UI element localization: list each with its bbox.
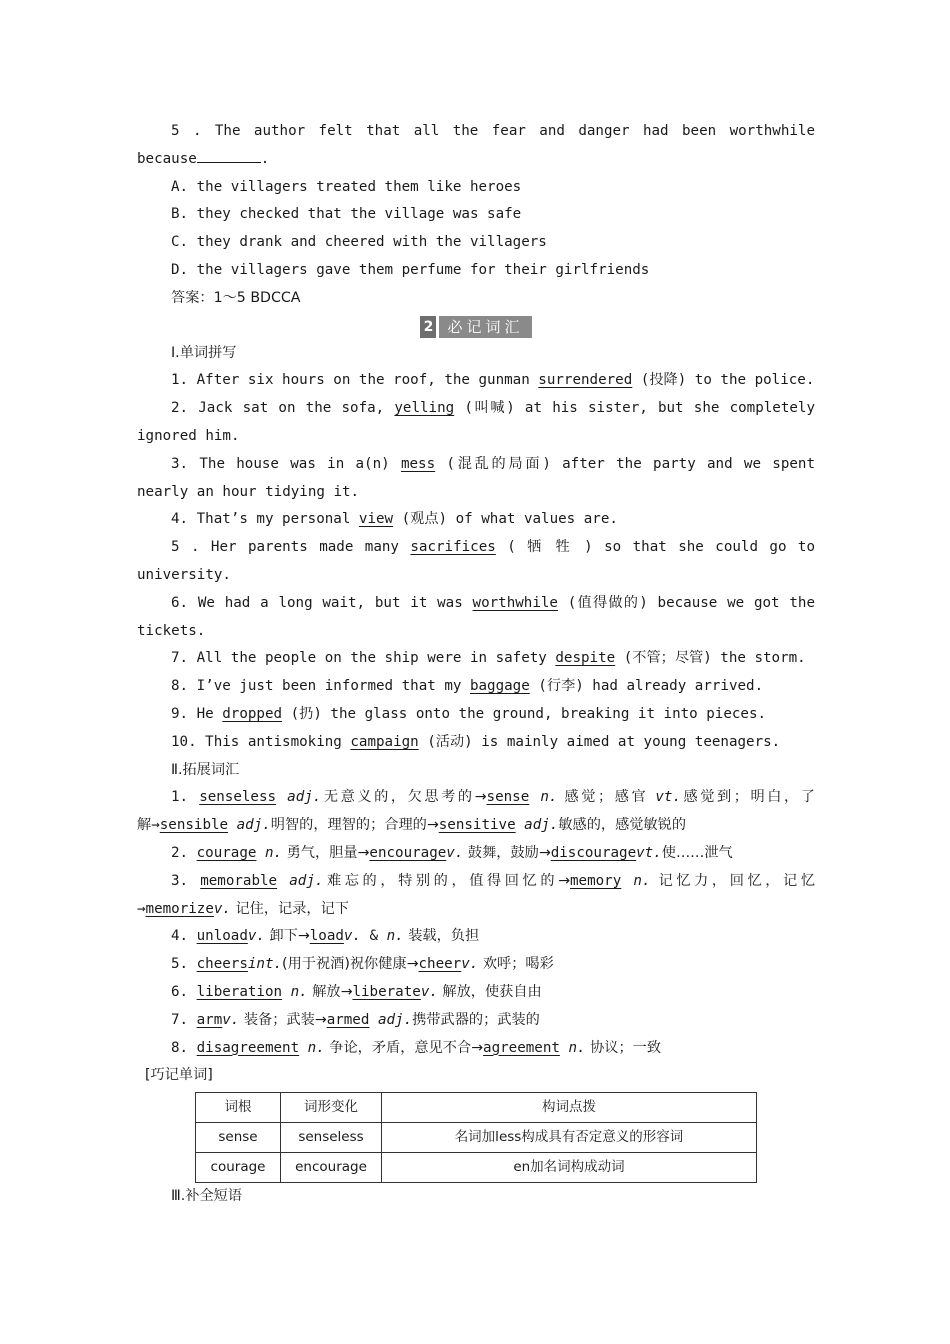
- list-item: [137, 673, 815, 701]
- part-of-speech: adj.: [287, 789, 322, 806]
- vocab-word: arm: [196, 1011, 223, 1028]
- section-number: 2: [420, 316, 436, 338]
- vocab-word: sensitive: [438, 817, 516, 834]
- definition-text: 感觉到；明白，了: [681, 789, 815, 806]
- part-of-speech: int.: [247, 956, 283, 973]
- part-2-heading: Ⅱ.拓展词汇: [171, 761, 240, 778]
- vocab-word: agreement: [483, 1039, 560, 1056]
- table-row: [196, 1123, 757, 1153]
- sentence-continuation: university.: [137, 566, 231, 583]
- connector-text: [299, 1040, 308, 1056]
- list-item: [137, 395, 815, 423]
- vocab-word: liberation: [196, 983, 283, 1000]
- definition-text: 装载，负担: [403, 928, 480, 945]
- sentence-text: 3. The house was in a(n): [171, 455, 401, 472]
- sentence-text: (观点) of what values are.: [393, 511, 618, 528]
- sentence-text: 1. After six hours on the roof, the gunman: [171, 372, 539, 389]
- part-of-speech: n.: [633, 872, 651, 889]
- answer-word: view: [358, 511, 394, 528]
- answer-word: sacrifices: [410, 539, 496, 556]
- connector-text: [516, 817, 525, 833]
- sentence-text: (行李) had already arrived.: [529, 678, 764, 695]
- part-of-speech: v.: [247, 928, 265, 945]
- part-of-speech: v.: [213, 900, 231, 917]
- definition-text: 携带武器的；武装的: [412, 1011, 540, 1028]
- option-b: B. they checked that the village was safe: [171, 206, 522, 223]
- list-item: [137, 729, 815, 757]
- definition-text: 难忘的，特别的，值得回忆的→: [323, 872, 571, 889]
- part-of-speech: v.: [420, 983, 438, 1000]
- vocab-line: [137, 896, 815, 924]
- definition-text: 无意义的，欠思考的→: [321, 789, 487, 806]
- answer-word: campaign: [350, 733, 419, 750]
- vocab-word: cheer: [418, 956, 462, 973]
- table-cell: sense: [196, 1123, 281, 1153]
- section-title: 必记词汇: [439, 316, 531, 338]
- part-of-speech: n.: [386, 928, 404, 945]
- answer-word: baggage: [469, 678, 530, 695]
- worksheet-page: [137, 118, 815, 1211]
- section-badge: [420, 316, 531, 338]
- definition-text: 明智的，理智的；合理的→: [270, 817, 439, 834]
- connector-text: 4.: [171, 928, 197, 945]
- vocab-line: [137, 1035, 815, 1063]
- vocab-word: cheers: [196, 956, 248, 973]
- connector-text: 解→: [137, 817, 160, 834]
- vocab-line: [137, 812, 815, 840]
- vocab-word: courage: [196, 844, 257, 861]
- answer-word: mess: [400, 455, 436, 472]
- part-of-speech: n.: [540, 789, 558, 806]
- vocab-word: load: [309, 928, 344, 945]
- list-item: [137, 506, 815, 534]
- part-of-speech: n.: [264, 844, 283, 861]
- question-5-stem: [137, 118, 815, 146]
- sentence-text: (活动) is mainly aimed at young teenagers.: [418, 733, 781, 750]
- sentence-text: (叫喊) at his sister, but she completely: [454, 400, 815, 417]
- question-5-text-cont: because: [137, 150, 197, 167]
- sentence-text: 10. This antismoking: [171, 733, 351, 750]
- connector-text: [282, 984, 291, 1000]
- connector-text: 7.: [171, 1011, 197, 1028]
- connector-text: [277, 873, 289, 889]
- question-5-stem-cont: [137, 146, 815, 174]
- vocab-word: memorable: [200, 872, 278, 889]
- vocab-word: discourage: [550, 844, 637, 861]
- definition-text: 感觉；感官: [557, 789, 656, 806]
- definition-text: 解放，使获自由: [437, 983, 542, 1000]
- connector-text: [256, 845, 265, 861]
- sentence-text: 7. All the people on the ship were in safety: [171, 650, 556, 667]
- definition-text: 鼓舞，鼓励→: [463, 844, 551, 861]
- list-item: [137, 367, 815, 395]
- connector-text: 3.: [171, 872, 201, 889]
- sentence-text: 9. He: [171, 705, 223, 722]
- sentence-continuation: ignored him.: [137, 427, 240, 444]
- vocab-word: encourage: [369, 844, 447, 861]
- definition-text: 卸下→: [264, 928, 310, 945]
- spelling-exercise-list: [137, 367, 815, 756]
- connector-text: [529, 789, 540, 805]
- answer-word: worthwhile: [472, 594, 558, 611]
- connector-text: &: [361, 928, 387, 945]
- vocab-line: [137, 1007, 815, 1035]
- table-cell: 名词加less构成具有否定意义的形容词: [382, 1123, 757, 1153]
- connector-text: →: [137, 900, 146, 917]
- sentence-text: (不管；尽管) the storm.: [615, 650, 806, 667]
- question-5-text: 5 . The author felt that all the fear and danger had been worthwhile: [171, 123, 815, 139]
- vocab-word: memory: [570, 872, 622, 889]
- vocab-word: memorize: [145, 900, 214, 917]
- connector-text: [276, 789, 287, 805]
- sentence-text: 5 . Her parents made many: [171, 539, 411, 556]
- sentence-text: (混乱的局面) after the party and we spent: [435, 455, 815, 472]
- part-of-speech: n.: [290, 983, 308, 1000]
- connector-text: 1.: [171, 789, 200, 806]
- definition-text: 记住，记录，记下: [230, 900, 349, 917]
- list-item: [137, 451, 815, 479]
- vocab-word: unload: [196, 928, 248, 945]
- list-item: [137, 534, 815, 562]
- list-item: [137, 645, 815, 673]
- vocab-line: [137, 868, 815, 896]
- tips-heading: [巧记单词]: [145, 1067, 213, 1084]
- vocab-line: [137, 840, 815, 868]
- part-of-speech: adj.: [236, 817, 271, 834]
- sentence-text: (投降) to the police.: [632, 372, 815, 389]
- sentence-text: (值得做的) because we got the: [557, 594, 815, 611]
- sentence-text: 2. Jack sat on the sofa,: [171, 400, 395, 417]
- sentence-text: ( 牺 牲 ) so that she could go to: [495, 539, 815, 556]
- question-5-period: .: [260, 150, 270, 167]
- vocab-line: [137, 951, 815, 979]
- definition-text: 勇气，胆量→: [282, 844, 370, 861]
- definition-text: (用于祝酒)祝你健康→: [282, 956, 419, 973]
- sentence-text: 8. I’ve just been informed that my: [171, 678, 470, 695]
- sentence-continuation: nearly an hour tidying it.: [137, 483, 360, 500]
- part-of-speech: adj.: [524, 817, 559, 834]
- option-d: D. the villagers gave them perfume for their girlfriends: [171, 261, 650, 278]
- answer-word: yelling: [394, 400, 455, 417]
- option-c: C. they drank and cheered with the villagers: [171, 234, 547, 251]
- definition-text: 解放→: [307, 983, 353, 1000]
- definition-text: 敏感的，感觉敏锐的: [558, 817, 687, 834]
- vocab-word: senseless: [199, 789, 277, 806]
- part-of-speech: vt.: [636, 844, 662, 861]
- table-row: [196, 1153, 757, 1183]
- part-of-speech: v.: [461, 956, 479, 973]
- answer-key: 答案：1～5 BDCCA: [171, 289, 301, 306]
- sentence-text: 4. That’s my personal: [171, 511, 359, 528]
- vocab-word: sense: [486, 789, 530, 806]
- table-header-cell: 词根: [196, 1093, 281, 1123]
- table-header-cell: 词形变化: [281, 1093, 382, 1123]
- vocab-word: armed: [326, 1011, 370, 1028]
- part-of-speech: adj.: [377, 1011, 413, 1028]
- part-1-heading: Ⅰ.单词拼写: [171, 344, 237, 361]
- answer-word: dropped: [222, 705, 283, 722]
- definition-text: 使……泄气: [661, 844, 733, 861]
- definition-text: 欢呼；喝彩: [478, 956, 554, 973]
- vocab-line: [137, 923, 815, 951]
- option-a: A. the villagers treated them like heroes: [171, 178, 522, 195]
- vocabulary-extension-list: [137, 784, 815, 1062]
- part-of-speech: n.: [568, 1039, 586, 1056]
- connector-text: 2.: [171, 844, 197, 861]
- part-of-speech: v.: [446, 844, 464, 861]
- word-formation-table: [195, 1092, 757, 1183]
- vocab-line: [137, 979, 815, 1007]
- vocab-line: [137, 784, 815, 812]
- part-of-speech: adj.: [289, 872, 324, 889]
- connector-text: 8.: [171, 1039, 197, 1056]
- connector-text: [621, 873, 633, 889]
- vocab-word: disagreement: [196, 1039, 300, 1056]
- part-of-speech: v.: [222, 1011, 240, 1028]
- definition-text: 协议；一致: [585, 1039, 662, 1056]
- connector-text: 6.: [171, 983, 197, 1000]
- list-item: [137, 590, 815, 618]
- sentence-continuation: tickets.: [137, 622, 206, 639]
- definition-text: 装备；武装→: [239, 1011, 327, 1028]
- connector-text: [369, 1012, 378, 1028]
- part-of-speech: vt.: [655, 789, 681, 806]
- connector-text: 5.: [171, 956, 197, 973]
- table-cell: en加名词构成动词: [382, 1153, 757, 1183]
- definition-text: 记忆力，回忆，记忆: [650, 872, 816, 889]
- answer-word: despite: [555, 650, 616, 667]
- definition-text: 争论，矛盾，意见不合→: [324, 1039, 484, 1056]
- part-of-speech: n.: [307, 1039, 325, 1056]
- vocab-word: liberate: [352, 983, 421, 1000]
- part-of-speech: v.: [343, 928, 362, 945]
- connector-text: [228, 817, 237, 833]
- part-3-heading: Ⅲ.补全短语: [171, 1188, 243, 1205]
- table-cell: senseless: [281, 1123, 382, 1153]
- vocab-word: sensible: [159, 817, 229, 834]
- table-cell: encourage: [281, 1153, 382, 1183]
- section-header: [137, 316, 815, 338]
- answer-blank: [197, 148, 261, 163]
- table-cell: courage: [196, 1153, 281, 1183]
- answer-word: surrendered: [538, 372, 633, 389]
- list-item: [137, 701, 815, 729]
- table-header-row: [196, 1093, 757, 1123]
- table-header-cell: 构词点拨: [382, 1093, 757, 1123]
- sentence-text: 6. We had a long wait, but it was: [171, 594, 473, 611]
- sentence-text: (扔) the glass onto the ground, breaking it into pieces.: [282, 705, 767, 722]
